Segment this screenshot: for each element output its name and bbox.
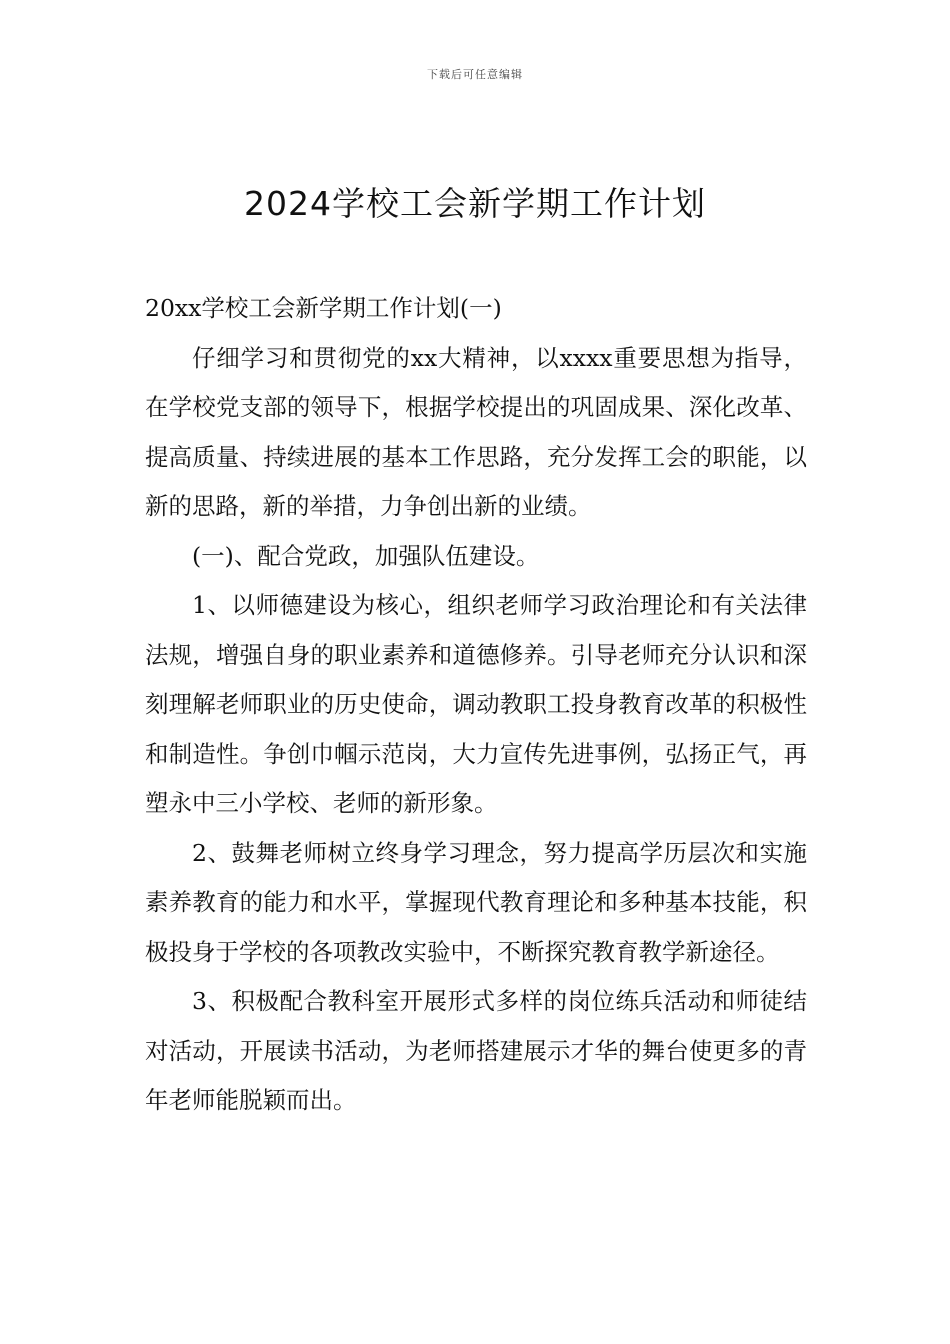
paragraph-item-1: 1、以师德建设为核心，组织老师学习政治理论和有关法律法规，增强自身的职业素养和道德修养。引导老师充分认识和深刻理解老师职业的历史使命，调动教职工投身教育改革的积极性和制造性。争创巾帼示范岗，大力宣传先进事例，弘扬正气，再塑永中三小学校、老师的新形象。	[145, 591, 807, 817]
paragraph-intro: 仔细学习和贯彻党的xx大精神，以xxxx重要思想为指导，在学校党支部的领导下，根据学校提出的巩固成果、深化改革、提高质量、持续进展的基本工作思路，充分发挥工会的职能，以新的思路，新的举措，力争创出新的业绩。	[145, 343, 807, 520]
header-note: 下载后可任意编辑	[427, 68, 523, 81]
section-heading: 20xx学校工会新学期工作计划(一)	[145, 294, 502, 322]
document-title: 2024学校工会新学期工作计划	[244, 184, 706, 223]
paragraph-item-3: 3、积极配合教科室开展形式多样的岗位练兵活动和师徒结对活动，开展读书活动，为老师搭建展示才华的舞台使更多的青年老师能脱颖而出。	[145, 987, 807, 1114]
document-body	[145, 284, 807, 1126]
paragraph-item-2: 2、鼓舞老师树立终身学习理念，努力提高学历层次和实施素养教育的能力和水平，掌握现代教育理论和多种基本技能，积极投身于学校的各项教改实验中，不断探究教育教学新途径。	[145, 838, 807, 966]
paragraph-section-one: (一)、配合党政，加强队伍建设。	[192, 541, 540, 570]
